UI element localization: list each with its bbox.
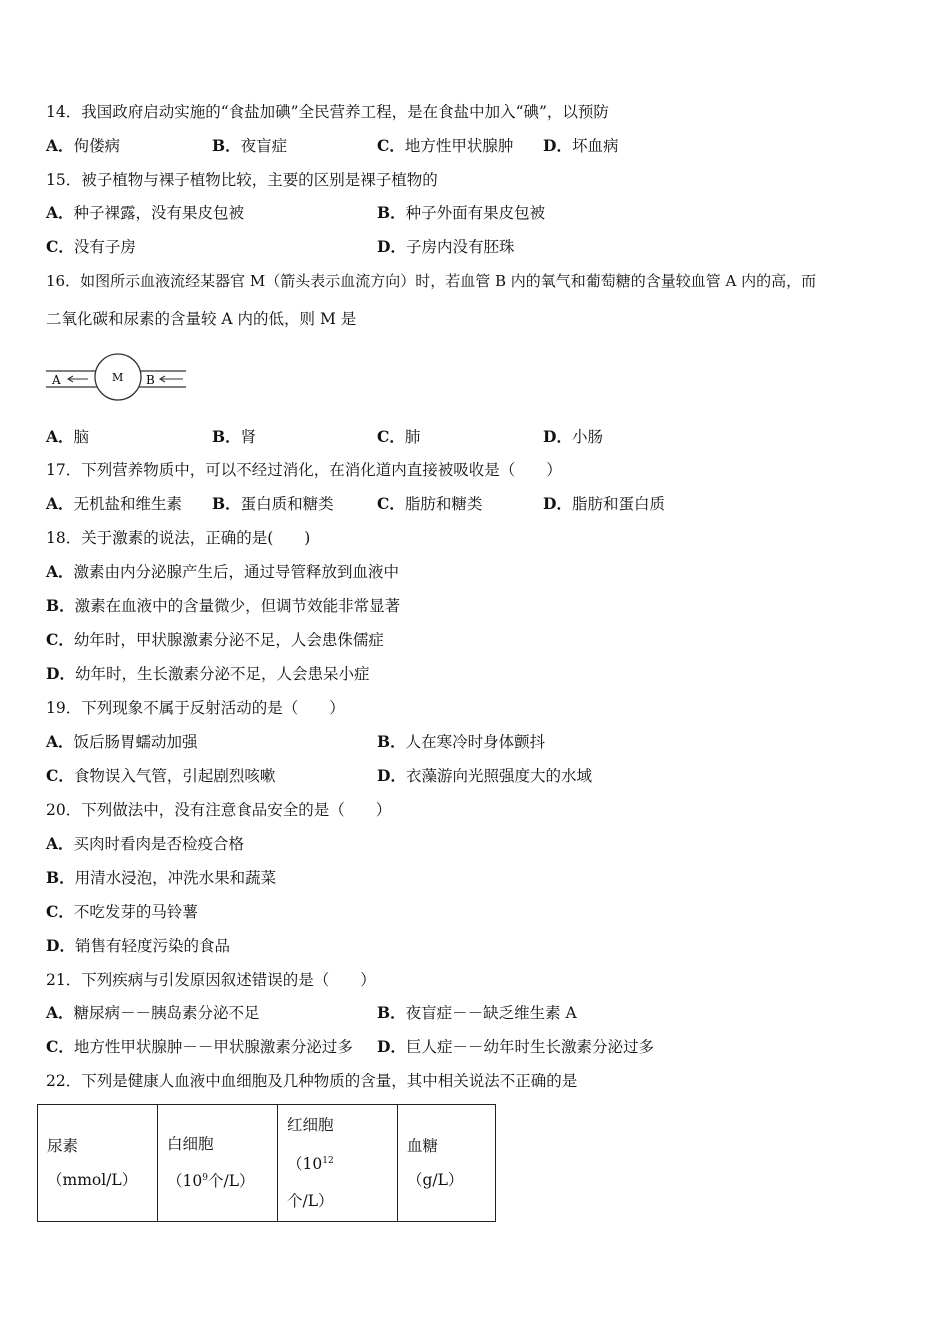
table-cell-urea [38, 1105, 158, 1222]
q21-option-a[interactable]: A．糖尿病－－胰岛素分泌不足 [46, 1003, 260, 1022]
q16-option-c[interactable]: C．肺 [377, 427, 421, 446]
q16-stem-line1: 16．如图所示血液流经某器官 M（箭头表示血流方向）时，若血管 B 内的氧气和葡萄糖的含量较血管 A 内的高，而 [46, 272, 817, 290]
q20-option-d[interactable]: D．销售有轻度污染的食品 [46, 936, 230, 955]
q21-option-d[interactable]: D．巨人症－－幼年时生长激素分泌过多 [377, 1037, 654, 1056]
q18-option-b[interactable]: B．激素在血液中的含量微少，但调节效能非常显著 [46, 596, 401, 615]
q17-option-c[interactable]: C．脂肪和糖类 [377, 494, 483, 513]
cell-name: 白细胞 [167, 1135, 214, 1154]
table-row [38, 1105, 496, 1222]
q20-option-c[interactable]: C．不吃发芽的马铃薯 [46, 902, 198, 921]
q20-stem: 20．下列做法中，没有注意食品安全的是（ ） [46, 801, 392, 819]
diagram-label-m: M [112, 371, 124, 384]
q18-stem: 18．关于激素的说法，正确的是( ) [46, 529, 311, 547]
q14-option-a[interactable]: A．佝偻病 [46, 136, 121, 155]
q16-option-d[interactable]: D．小肠 [543, 427, 603, 446]
diagram-label-a: A [52, 373, 61, 387]
q14-stem: 14．我国政府启动实施的“食盐加碘”全民营养工程，是在食盐中加入“碘”，以预防 [46, 103, 609, 121]
blood-content-table [37, 1104, 496, 1222]
q19-option-d[interactable]: D．衣藻游向光照强度大的水域 [377, 766, 592, 785]
q21-option-b[interactable]: B．夜盲症－－缺乏维生素 A [377, 1003, 577, 1022]
table-cell-wbc [158, 1105, 278, 1222]
q20-option-a[interactable]: A．买肉时看肉是否检疫合格 [46, 834, 245, 853]
cell-name: 尿素 [47, 1137, 79, 1155]
q15-option-a[interactable]: A．种子裸露，没有果皮包被 [46, 203, 245, 222]
q14-option-c[interactable]: C．地方性甲状腺肿 [377, 136, 514, 155]
q22-stem: 22．下列是健康人血液中血细胞及几种物质的含量，其中相关说法不正确的是 [46, 1072, 578, 1090]
diagram-label-b: B [146, 373, 155, 387]
q17-stem: 17．下列营养物质中，可以不经过消化，在消化道内直接被吸收是（ ） [46, 461, 562, 479]
cell-unit: （$10^9$个/L） [167, 1172, 255, 1191]
q20-option-b[interactable]: B．用清水浸泡，冲洗水果和蔬菜 [46, 868, 277, 887]
cell-unit-continued: 个/L） [287, 1191, 334, 1210]
q21-option-c[interactable]: C．地方性甲状腺肿－－甲状腺激素分泌过多 [46, 1037, 353, 1056]
cell-name: 红细胞 [287, 1116, 334, 1135]
q19-option-c[interactable]: C．食物误入气管，引起剧烈咳嗽 [46, 766, 276, 785]
q14-option-b[interactable]: B．夜盲症 [212, 136, 288, 155]
q16-stem-line2: 二氧化碳和尿素的含量较 A 内的低，则 M 是 [46, 310, 357, 328]
q19-option-b[interactable]: B．人在寒冷时身体颤抖 [377, 732, 546, 751]
q18-option-a[interactable]: A．激素由内分泌腺产生后，通过导管释放到血液中 [46, 562, 400, 581]
table-cell-rbc [278, 1105, 398, 1222]
q17-option-a[interactable]: A．无机盐和维生素 [46, 494, 183, 513]
blood-flow-diagram [46, 348, 191, 408]
q16-option-b[interactable]: B．肾 [212, 427, 257, 446]
q15-option-c[interactable]: C．没有子房 [46, 237, 136, 256]
q16-option-a[interactable]: A．脑 [46, 427, 90, 446]
q18-option-c[interactable]: C．幼年时，甲状腺激素分泌不足，人会患侏儒症 [46, 630, 384, 649]
cell-name: 血糖 [407, 1137, 439, 1155]
arrow-left-icon [68, 376, 88, 382]
q14-option-d[interactable]: D．坏血病 [543, 136, 619, 155]
q17-option-b[interactable]: B．蛋白质和糖类 [212, 494, 334, 513]
q15-stem: 15．被子植物与裸子植物比较，主要的区别是裸子植物的 [46, 171, 438, 189]
cell-unit: （$10^{12}$ [287, 1155, 334, 1174]
q19-option-a[interactable]: A．饭后肠胃蠕动加强 [46, 732, 198, 751]
q17-option-d[interactable]: D．脂肪和蛋白质 [543, 494, 665, 513]
q19-stem: 19．下列现象不属于反射活动的是（ ） [46, 699, 345, 717]
q15-option-d[interactable]: D．子房内没有胚珠 [377, 237, 515, 256]
arrow-left-icon [160, 376, 183, 382]
q15-option-b[interactable]: B．种子外面有果皮包被 [377, 203, 546, 222]
cell-unit: （g/L） [407, 1171, 464, 1189]
q18-option-d[interactable]: D．幼年时，生长激素分泌不足，人会患呆小症 [46, 664, 370, 683]
table-cell-glucose [398, 1105, 496, 1222]
q21-stem: 21．下列疾病与引发原因叙述错误的是（ ） [46, 971, 376, 989]
cell-unit: （mmol/L） [47, 1171, 138, 1189]
